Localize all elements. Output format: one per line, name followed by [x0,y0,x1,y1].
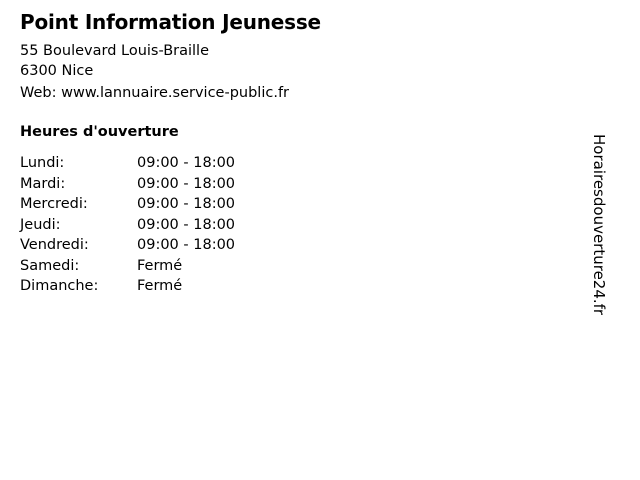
table-row [20,196,350,217]
table-row [20,278,350,299]
table-row [20,237,350,258]
day-label: Dimanche: [20,278,99,294]
page-title: Point Information Jeunesse [20,10,321,34]
table-row [20,217,350,238]
day-label: Mercredi: [20,196,88,212]
day-hours: 09:00 - 18:00 [137,196,236,212]
day-label: Lundi: [20,155,65,171]
day-label: Jeudi: [20,216,61,233]
day-hours: 09:00 - 18:00 [137,155,236,171]
address-website: Web: www.lannuaire.service-public.fr [20,85,290,101]
day-hours: 09:00 - 18:00 [137,175,236,192]
watermark-brand: Horairesdouverture24.fr [590,134,608,316]
table-row [20,176,350,197]
day-label: Samedi: [20,257,80,274]
table-row [20,155,350,176]
day-hours: 09:00 - 18:00 [137,237,236,253]
day-label: Vendredi: [20,237,89,253]
opening-hours-table [20,155,350,299]
address-street: 55 Boulevard Louis-Braille [20,43,209,59]
day-label: Mardi: [20,175,66,192]
table-row [20,258,350,279]
opening-hours-heading: Heures d'ouverture [20,124,179,140]
address-city: 6300 Nice [20,63,94,79]
day-hours: 09:00 - 18:00 [137,216,236,233]
day-hours: Fermé [137,257,183,274]
day-hours: Fermé [137,278,183,294]
